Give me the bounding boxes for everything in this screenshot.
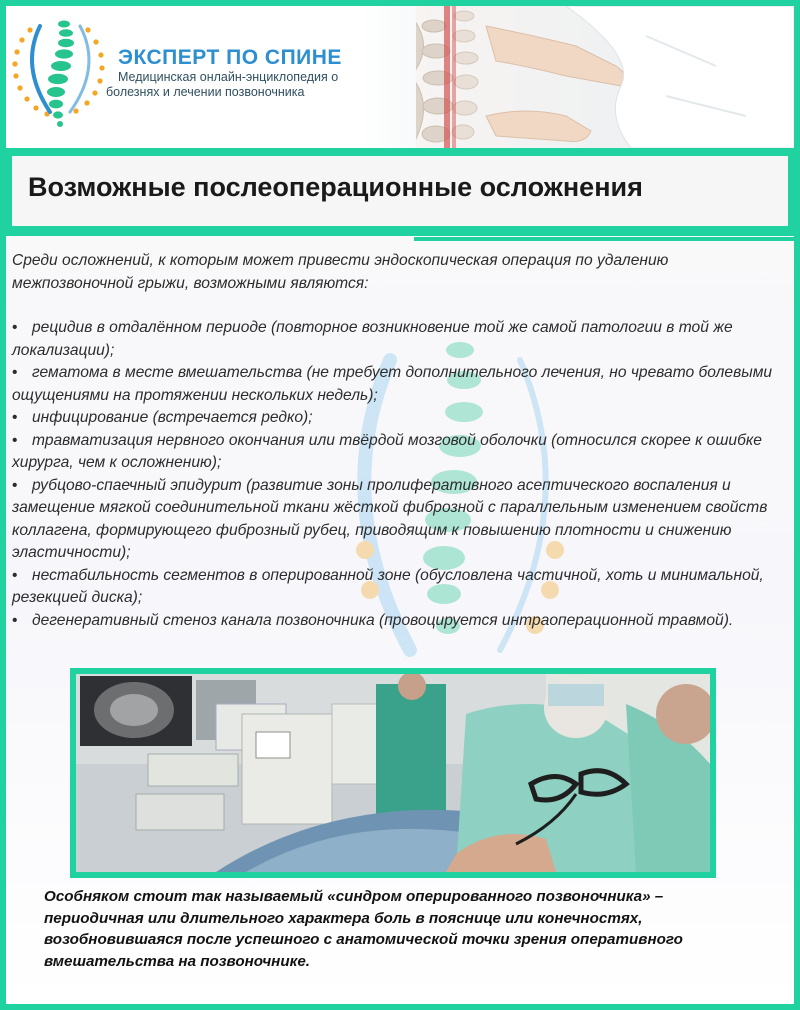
list-item: • дегенеративный стеноз канала позвоночника (провоцируется интраоперационной травмой). [12,610,786,633]
title-divider [414,237,800,241]
spine-logo-icon [10,12,110,130]
list-item: • нестабильность сегментов в оперированной зоне (обусловлена частичной, хоть и минимальной, резекцией диска); [12,565,786,610]
bottom-note: Особняком стоит так называемый «синдром оперированного позвоночника» – периодичная или длительного характера боль в пояснице или конечностях, возобновившаяся после успешного с анатомической точки зрения оперативного вмешательства на позвоночнике. [44,888,683,970]
list-item: • гематома в месте вмешательства (не требует дополнительного лечения, но чревато болевыми ощущениями на протяжении нескольких недель); [12,362,786,407]
page-title: Возможные послеоперационные осложнения [28,172,643,202]
intro-paragraph: Среди осложнений, к которым может привести эндоскопическая операция по удалению межпозвоночной грыжи, возможными являются: [12,252,669,292]
list-item: • рубцово-спаечный эпидурит (развитие зоны пролиферативного асептического воспаления и замещение мягкой соединительной ткани жёсткой фиброзной с параллельным изменением свойств коллагена, формирующего фиброзный рубец, приводящим к повышению плотности и снижению эластичности); [12,475,786,565]
brand-subtitle-line-2: болезнях и лечении позвоночника [106,85,305,99]
header [6,6,794,148]
list-item: • инфицирование (встречается редко); [12,407,786,430]
brand-title: ЭКСПЕРТ ПО СПИНЕ [118,46,342,69]
complications-list [12,317,786,632]
brand-subtitle-line-1: Медицинская онлайн-энциклопедия о [118,70,339,84]
article-body [12,250,786,632]
brand-subtitle [106,70,366,100]
list-item: • рецидив в отдалённом периоде (повторное возникновение той же самой патологии в той же локализации); [12,317,786,362]
surgery-photo [76,674,710,872]
list-item: • травматизация нервного окончания или твёрдой мозговой оболочки (относился скорее к ошибке хирурга, чем к осложнению); [12,430,786,475]
doctor-spine-model-image [416,6,794,148]
